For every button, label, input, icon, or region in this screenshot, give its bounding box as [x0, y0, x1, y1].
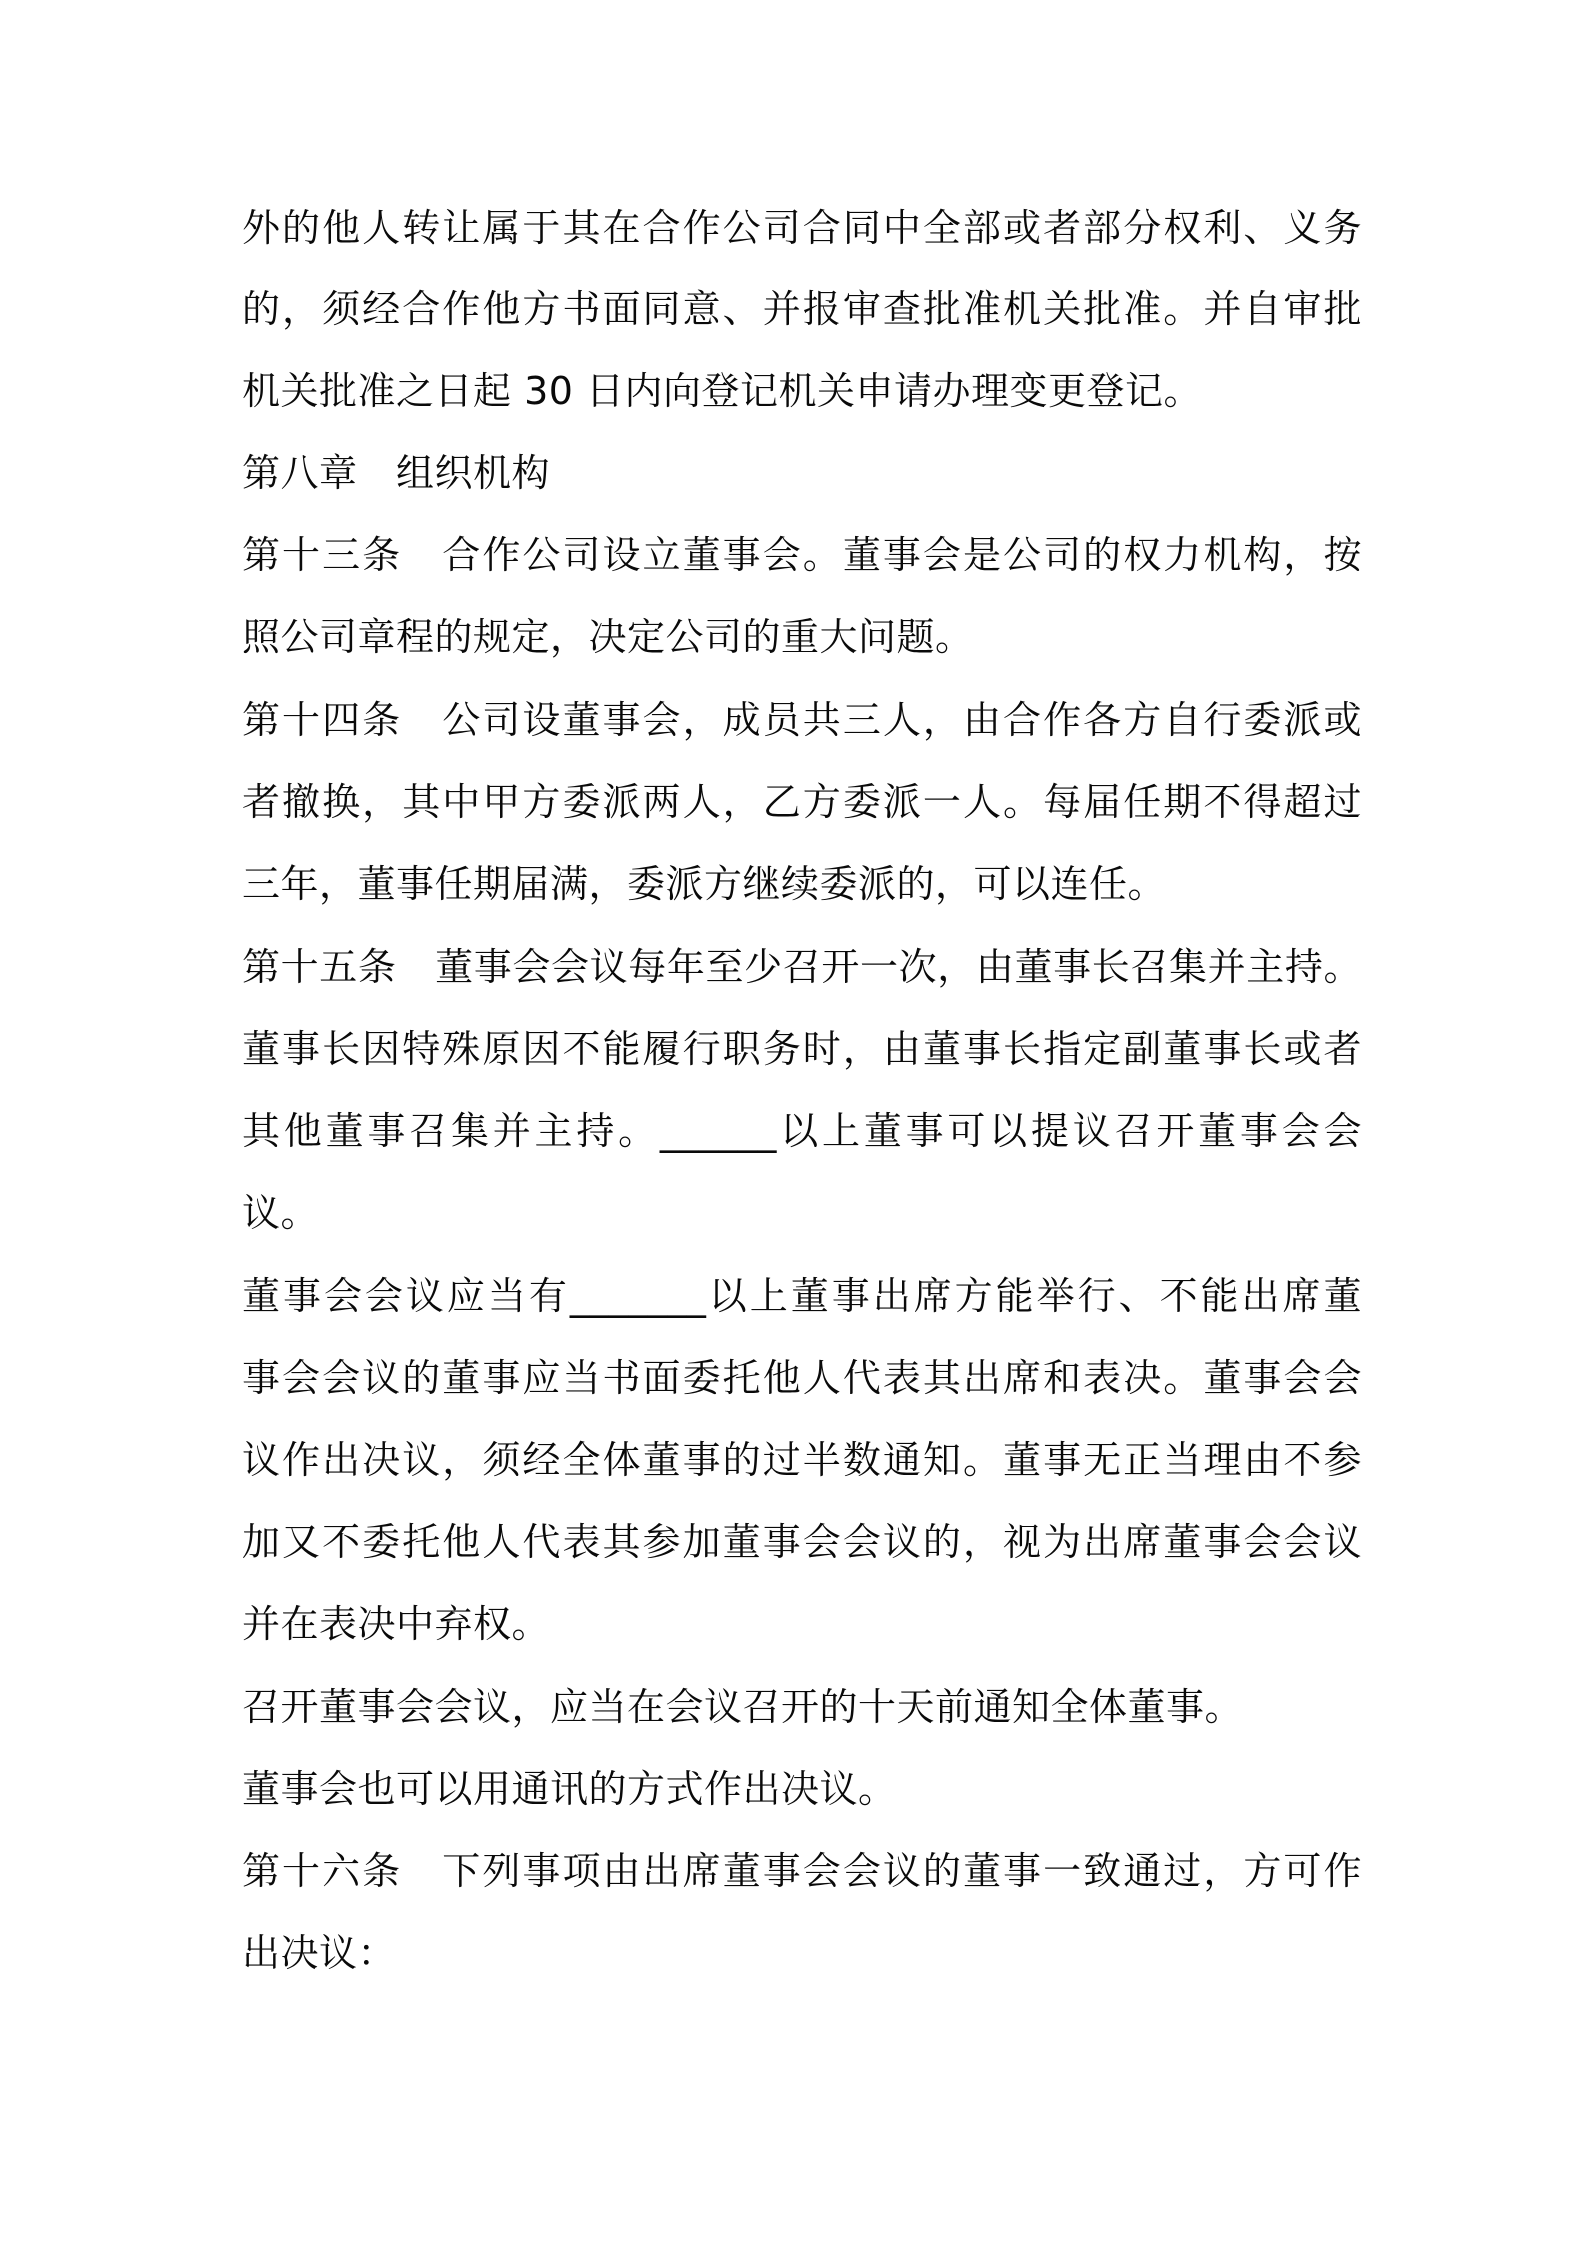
text-line: 三年，董事任期届满，委派方继续委派的，可以连任。 — [242, 862, 1167, 906]
text-line: 者撤换，其中甲方委派两人，乙方委派一人。每届任期不得超过 — [242, 780, 1362, 824]
text-line: 第十三条 合作公司设立董事会。董事会是公司的权力机构，按 — [242, 533, 1362, 577]
text-line: 召开董事会会议，应当在会议召开的十天前通知全体董事。 — [242, 1685, 1244, 1729]
text-line: 董事会也可以用通讯的方式作出决议。 — [242, 1767, 897, 1811]
text-line: 议。 — [242, 1191, 320, 1235]
text-line: 议作出决议，须经全体董事的过半数通知。董事无正当理由不参 — [242, 1438, 1362, 1482]
text-line: 其他董事召集并主持。______以上董事可以提议召开董事会会 — [242, 1109, 1362, 1153]
text-line: 董事长因特殊原因不能履行职务时，由董事长指定副董事长或者 — [242, 1027, 1362, 1071]
text-line: 事会会议的董事应当书面委托他人代表其出席和表决。董事会会 — [242, 1356, 1362, 1400]
text-line: 第十五条 董事会会议每年至少召开一次，由董事长召集并主持。 — [242, 945, 1362, 989]
text-line: 照公司章程的规定，决定公司的重大问题。 — [242, 615, 974, 659]
text-line: 外的他人转让属于其在合作公司合同中全部或者部分权利、义务 — [242, 206, 1362, 250]
text-line: 并在表决中弃权。 — [242, 1602, 551, 1646]
text-line: 第十六条 下列事项由出席董事会会议的董事一致通过，方可作 — [242, 1849, 1362, 1893]
text-line: 出决议： — [242, 1931, 397, 1975]
text-line: 的，须经合作他方书面同意、并报审查批准机关批准。并自审批 — [242, 287, 1362, 331]
text-line: 第十四条 公司设董事会，成员共三人，由合作各方自行委派或 — [242, 698, 1362, 742]
text-line: 机关批准之日起 30 日内向登记机关申请办理变更登记。 — [242, 369, 1203, 413]
text-line: 加又不委托他人代表其参加董事会会议的，视为出席董事会会议 — [242, 1520, 1362, 1564]
chapter-heading: 第八章 组织机构 — [242, 451, 551, 495]
text-line: 董事会会议应当有_______以上董事出席方能举行、不能出席董 — [242, 1274, 1362, 1318]
